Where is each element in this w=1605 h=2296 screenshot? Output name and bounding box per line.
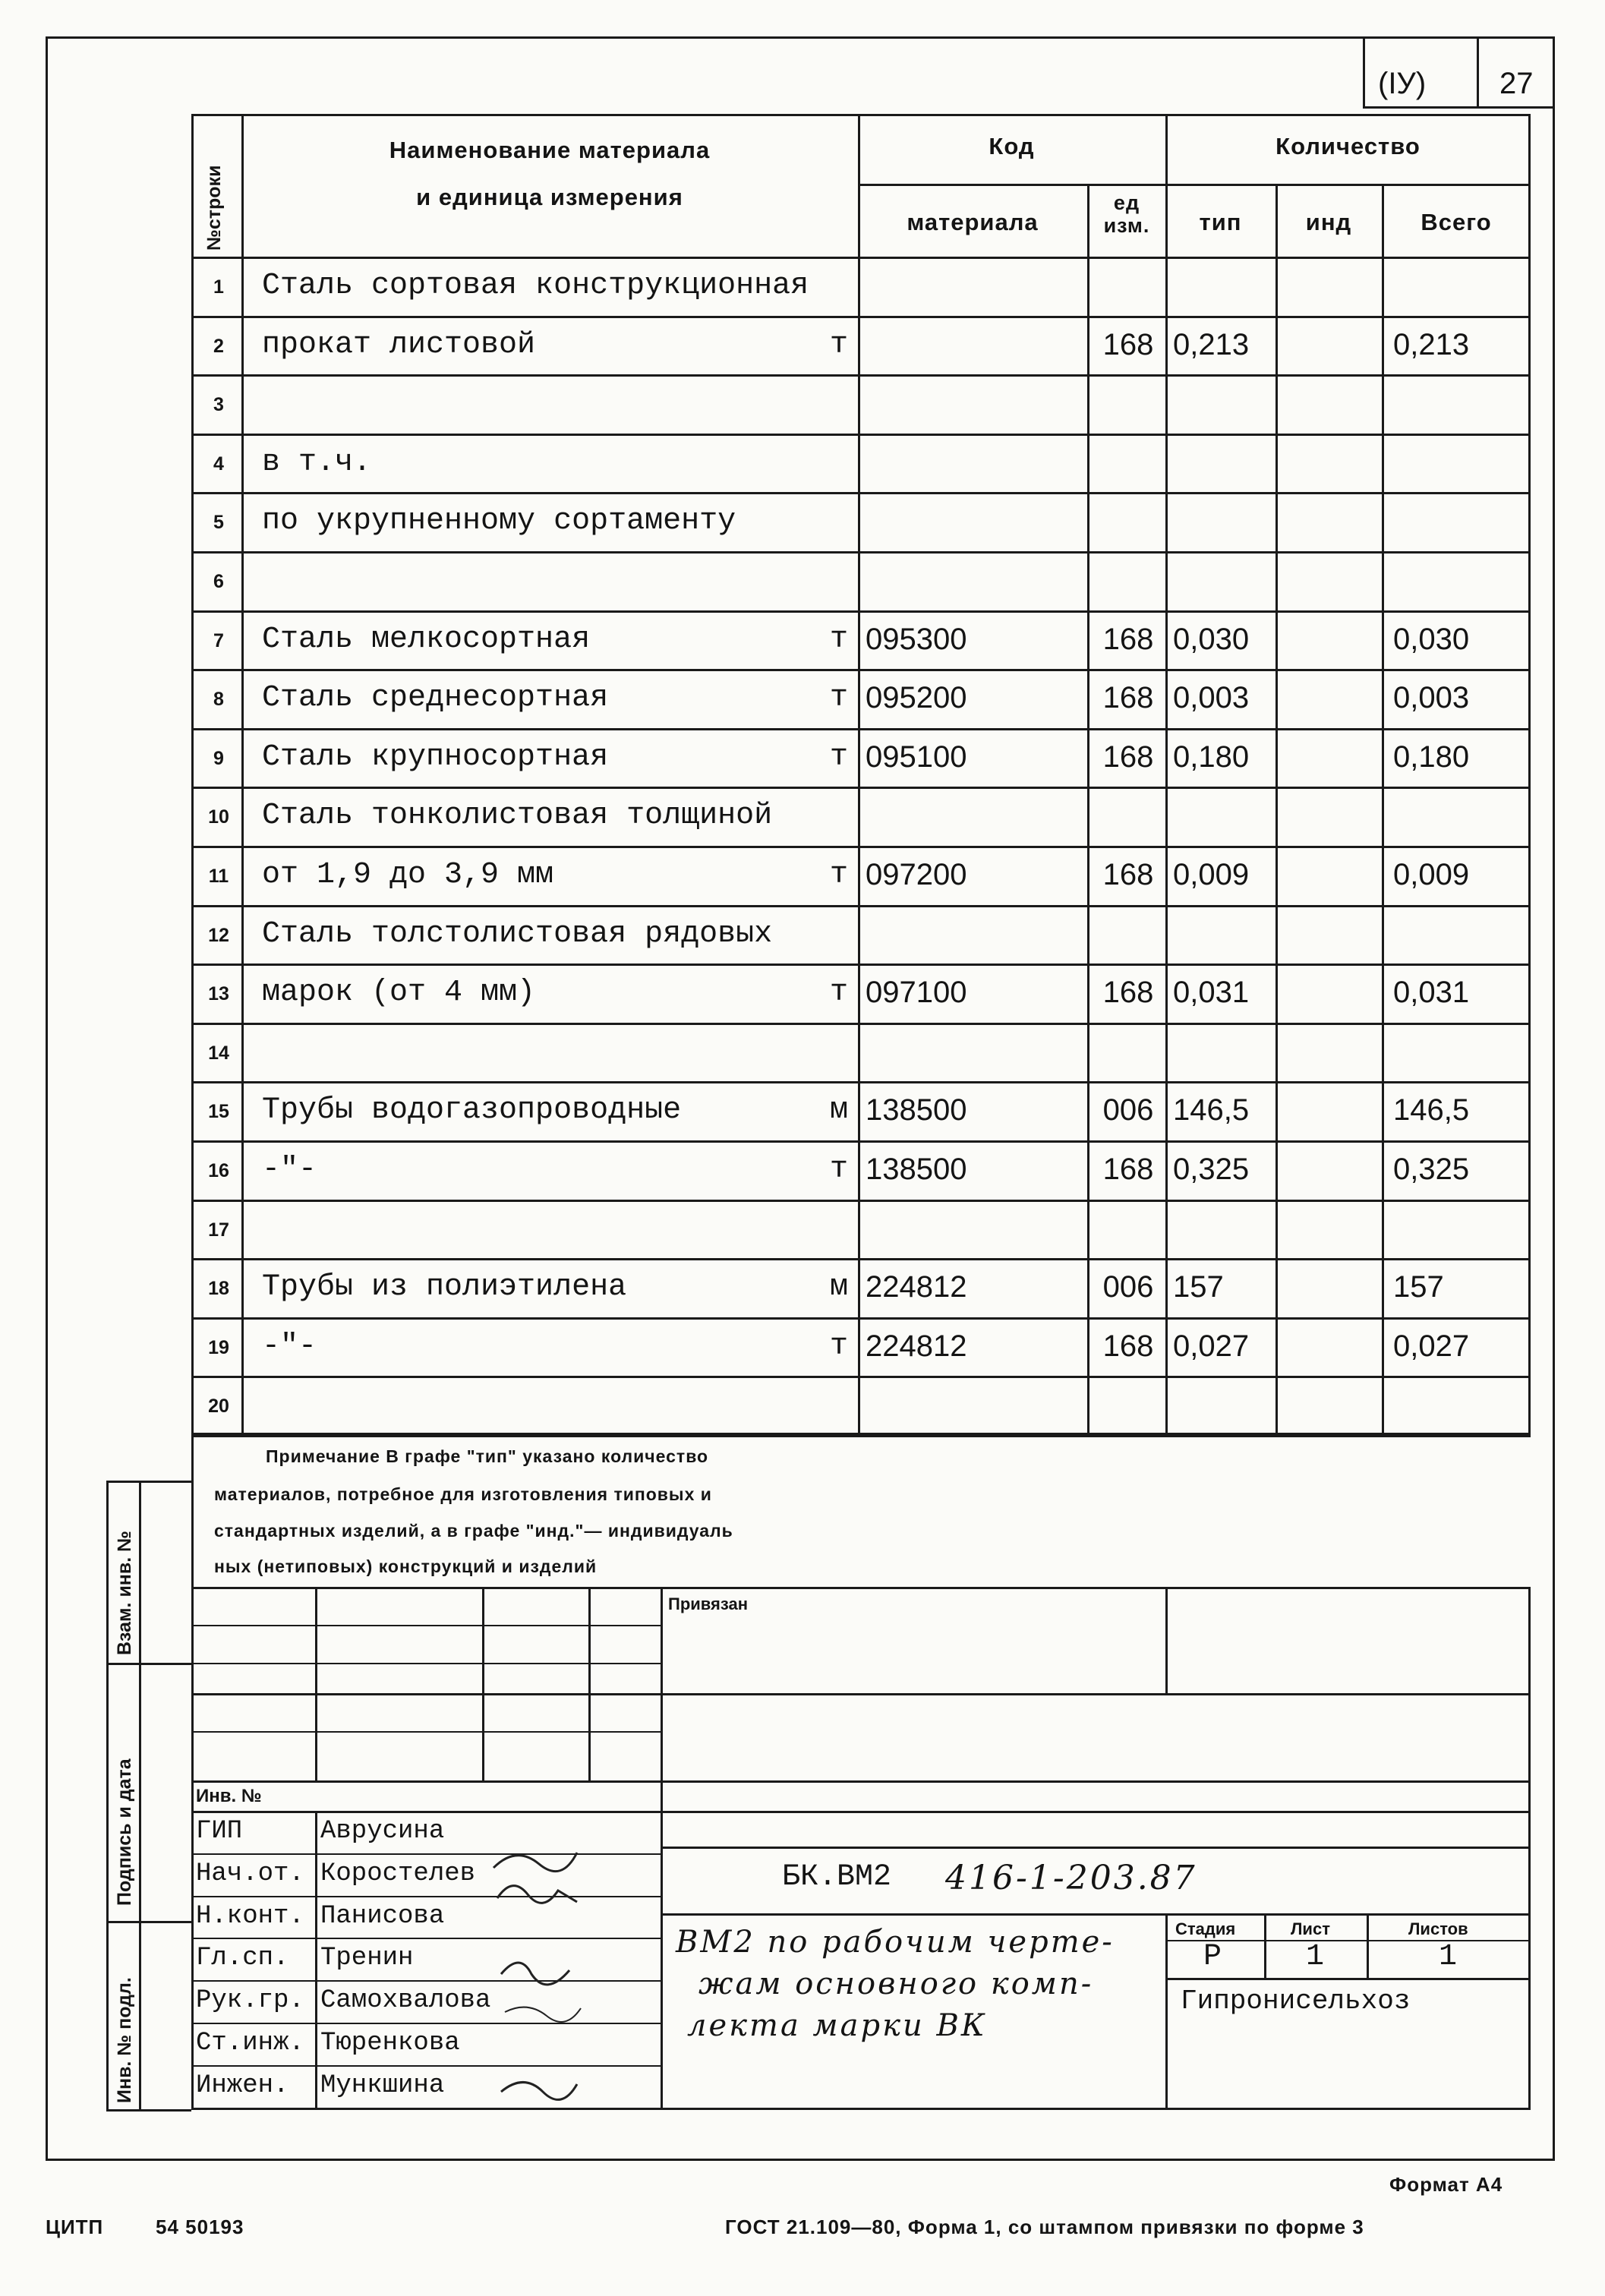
- signer-role: Ст.инж.: [196, 2029, 304, 2058]
- col-line-ind: [1382, 184, 1384, 1435]
- material-code: 138500: [866, 1153, 967, 1186]
- signer-name: Аврусина: [320, 1817, 445, 1846]
- stamp-bottom: [191, 2108, 1531, 2110]
- material-name: Трубы из полиэтилена: [262, 1270, 627, 1304]
- doc-code: БК.ВМ2: [782, 1860, 892, 1894]
- format-label: Формат А4: [1389, 2173, 1503, 2196]
- row-number: 19: [208, 1337, 229, 1358]
- header-individual: инд: [1305, 209, 1352, 235]
- stamp-inv-divider: [315, 1811, 317, 2108]
- header-type: тип: [1199, 209, 1242, 235]
- material-code: 224812: [866, 1270, 967, 1304]
- quantity-type: 0,213: [1173, 328, 1250, 361]
- unit-label: т: [829, 858, 848, 892]
- row-number: 6: [213, 571, 224, 592]
- row-divider: [191, 1317, 1531, 1320]
- row-number: 13: [208, 983, 229, 1004]
- note-line4: ных (нетиповых) конструкций и изделий: [214, 1556, 598, 1576]
- unit-label: м: [829, 1093, 848, 1128]
- unit-label: т: [829, 976, 848, 1010]
- quantity-total: 0,030: [1393, 623, 1470, 656]
- row-number: 14: [208, 1042, 229, 1064]
- stamp-row-5: [191, 1780, 1531, 1783]
- quantity-total: 146,5: [1393, 1093, 1470, 1127]
- quantity-type: 0,031: [1173, 976, 1250, 1009]
- unit-code: 168: [1102, 623, 1154, 656]
- row-divider: [191, 846, 1531, 848]
- row-divider: [191, 669, 1531, 671]
- quantity-total: 157: [1393, 1270, 1444, 1304]
- row-divider: [191, 1258, 1531, 1260]
- sheet-value: 1: [1306, 1940, 1325, 1974]
- privyazan-divider: [1165, 1587, 1168, 1693]
- side-strip-div1: [106, 1663, 191, 1665]
- row-divider: [191, 1140, 1531, 1143]
- unit-label: т: [829, 623, 848, 657]
- stamp-col-c: [588, 1587, 591, 1780]
- quantity-total: 0,213: [1393, 328, 1470, 361]
- row-divider: [191, 1081, 1531, 1083]
- row-number: 4: [213, 453, 224, 475]
- unit-label: м: [829, 1270, 848, 1304]
- material-name: Трубы водогазопроводные: [262, 1093, 682, 1128]
- row-divider: [191, 316, 1531, 318]
- material-code: 095300: [866, 623, 967, 656]
- side-strip-div2: [106, 1921, 191, 1923]
- row-number: 3: [213, 394, 224, 415]
- col-line-tip: [1275, 184, 1278, 1435]
- material-code: 097100: [866, 976, 967, 1009]
- quantity-total: 0,003: [1393, 681, 1470, 714]
- row-number: 9: [213, 748, 224, 769]
- unit-code: 006: [1102, 1270, 1154, 1304]
- row-divider: [191, 1200, 1531, 1202]
- row-number: 5: [213, 512, 224, 533]
- quantity-total: 0,027: [1393, 1329, 1470, 1363]
- quantity-total: 0,009: [1393, 858, 1470, 891]
- side-label-vzam: Взам. инв. №: [114, 1530, 135, 1655]
- stamp-row-1: [191, 1625, 661, 1626]
- row-number: 11: [208, 866, 229, 887]
- material-name: прокат листовой: [262, 328, 536, 362]
- row-number: 20: [208, 1396, 229, 1417]
- material-name: -"-: [262, 1153, 317, 1187]
- header-unit-code: ед изм.: [1103, 191, 1150, 237]
- row-divider: [191, 1376, 1531, 1378]
- side-strip-left: [106, 1481, 109, 2109]
- row-divider: [191, 374, 1531, 377]
- note-line3: стандартных изделий, а в графе "инд."— индивидуаль: [214, 1521, 733, 1541]
- footer-number: 54 50193: [156, 2216, 244, 2238]
- row-divider: [191, 905, 1531, 907]
- material-code: 138500: [866, 1093, 967, 1127]
- material-name: от 1,9 до 3,9 мм: [262, 858, 554, 892]
- row-number: 16: [208, 1160, 229, 1181]
- row-divider: [191, 1435, 1531, 1437]
- unit-code: 168: [1102, 740, 1154, 774]
- unit-code: 168: [1102, 681, 1154, 714]
- col-line-unit: [1165, 114, 1168, 1435]
- signer-role: Нач.от.: [196, 1859, 304, 1888]
- row-number: 8: [213, 689, 224, 710]
- material-name: Сталь сортовая конструкционная: [262, 269, 809, 303]
- sheets-value: 1: [1439, 1940, 1458, 1974]
- header-quantity: Количество: [1275, 133, 1421, 159]
- stamp-top: [191, 1587, 1531, 1589]
- col-line-name: [858, 114, 860, 1435]
- quantity-type: 0,030: [1173, 623, 1250, 656]
- row-number: 7: [213, 630, 224, 651]
- stamp-row-6: [191, 1811, 1531, 1813]
- page-number: 27: [1499, 67, 1534, 100]
- signer-name: Тренин: [320, 1944, 414, 1973]
- signer-role: Инжен.: [196, 2071, 289, 2100]
- header-code: Код: [989, 133, 1035, 159]
- stamp-col-a: [315, 1587, 317, 1780]
- header-bottom-line: [191, 257, 1531, 259]
- material-name: Сталь среднесортная: [262, 681, 609, 715]
- privyazan-label: Привязан: [668, 1594, 749, 1613]
- material-code: 095100: [866, 740, 967, 774]
- material-name: Сталь толстолистовая рядовых: [262, 917, 773, 951]
- row-number: 10: [208, 806, 229, 828]
- unit-label: т: [829, 1153, 848, 1187]
- material-code: 097200: [866, 858, 967, 891]
- stage-values-line: [1165, 1978, 1531, 1980]
- col-line-rownum: [241, 114, 244, 1435]
- unit-code: 168: [1102, 976, 1154, 1009]
- unit-code: 168: [1102, 858, 1154, 891]
- row-divider: [191, 964, 1531, 966]
- unit-code: 168: [1102, 328, 1154, 361]
- row-divider: [191, 728, 1531, 730]
- stage-label: Стадия: [1175, 1919, 1236, 1938]
- quantity-type: 0,325: [1173, 1153, 1250, 1186]
- signer-name: Панисова: [320, 1902, 445, 1931]
- signer-name: Тюренкова: [320, 2029, 460, 2058]
- note-line1: Примечание В графе "тип" указано количество: [266, 1446, 709, 1466]
- material-name: Сталь крупносортная: [262, 740, 609, 774]
- row-number: 15: [208, 1101, 229, 1122]
- row-number: 18: [208, 1278, 229, 1299]
- title-top: [661, 1847, 1531, 1849]
- header-mid-line: [858, 184, 1531, 186]
- row-divider: [191, 492, 1531, 494]
- title-divider: [661, 1913, 1531, 1916]
- signature-scribbles: [486, 1822, 592, 2111]
- row-number: 12: [208, 925, 229, 946]
- unit-label: т: [829, 1329, 848, 1364]
- doc-code-handwritten: 416-1-203.87: [945, 1859, 1197, 1897]
- material-name: в т.ч.: [262, 446, 372, 480]
- signer-name: Коростелев: [320, 1859, 476, 1888]
- header-name-line2: и единица измерения: [416, 184, 683, 210]
- unit-code: 006: [1102, 1093, 1154, 1127]
- quantity-type: 157: [1173, 1270, 1224, 1304]
- material-code: 224812: [866, 1329, 967, 1363]
- stamp-row-4: [191, 1731, 661, 1733]
- unit-label: т: [829, 740, 848, 774]
- organization: Гипронисельхоз: [1181, 1985, 1411, 2017]
- header-total: Всего: [1421, 209, 1492, 235]
- signer-name: Самохвалова: [320, 1986, 491, 2015]
- quantity-type: 0,027: [1173, 1329, 1250, 1363]
- stage-value: Р: [1203, 1940, 1222, 1974]
- note-line2: материалов, потребное для изготовления типовых и: [214, 1484, 712, 1504]
- title-line3: лекта марки ВК: [687, 2008, 987, 2043]
- side-strip-top: [106, 1481, 191, 1483]
- unit-label: т: [829, 328, 848, 362]
- footer-gost: ГОСТ 21.109—80, Форма 1, со штампом привязки по форме 3: [725, 2216, 1364, 2238]
- row-divider: [191, 434, 1531, 436]
- side-strip-right: [191, 1435, 194, 2109]
- header-material-code: материала: [907, 209, 1039, 235]
- quantity-type: 0,003: [1173, 681, 1250, 714]
- material-name: по укрупненному сортаменту: [262, 504, 736, 538]
- material-name: марок (от 4 мм): [262, 976, 536, 1010]
- stage-col-1: [1264, 1913, 1266, 1978]
- side-strip-bottom: [106, 2109, 191, 2112]
- row-number: 1: [213, 276, 224, 298]
- sheets-label: Листов: [1408, 1919, 1468, 1938]
- quantity-type: 0,009: [1173, 858, 1250, 891]
- inv-no-label: Инв. №: [196, 1786, 262, 1806]
- side-label-podpis: Подпись и дата: [114, 1758, 135, 1906]
- side-label-inv: Инв. № подл.: [114, 1977, 135, 2103]
- unit-label: т: [829, 681, 848, 715]
- stamp-row-2: [191, 1663, 661, 1664]
- quantity-total: 0,325: [1393, 1153, 1470, 1186]
- material-name: Сталь мелкосортная: [262, 623, 591, 657]
- page-number-divider: [1477, 36, 1479, 109]
- signer-name: Мункшина: [320, 2071, 445, 2100]
- sheet-label: Лист: [1291, 1919, 1330, 1938]
- row-divider: [191, 551, 1531, 554]
- stamp-row-3: [191, 1693, 1531, 1695]
- row-divider: [191, 610, 1531, 613]
- stamp-col-b: [482, 1587, 484, 1780]
- header-row-number: №строки: [203, 165, 225, 251]
- footer-left: ЦИТП: [46, 2216, 104, 2238]
- signer-role: Гл.сп.: [196, 1944, 289, 1973]
- signer-role: Рук.гр.: [196, 1986, 304, 2015]
- signer-role: Н.конт.: [196, 1902, 304, 1931]
- row-number: 17: [208, 1219, 229, 1241]
- quantity-type: 0,180: [1173, 740, 1250, 774]
- stage-block-left: [1165, 1913, 1168, 2108]
- row-divider: [191, 1023, 1531, 1025]
- quantity-total: 0,031: [1393, 976, 1470, 1009]
- row-number: 2: [213, 336, 224, 357]
- unit-code: 168: [1102, 1329, 1154, 1363]
- materials-table: [191, 114, 1531, 1435]
- material-name: Сталь тонколистовая толщиной: [262, 799, 773, 833]
- material-code: 095200: [866, 681, 967, 714]
- corner-code: (IУ): [1378, 67, 1427, 100]
- row-divider: [191, 787, 1531, 789]
- header-name-line1: Наименование материала: [389, 137, 711, 163]
- signer-role: ГИП: [196, 1817, 243, 1846]
- title-line1: ВМ2 по рабочим черте-: [676, 1925, 1115, 1960]
- material-name: -"-: [262, 1329, 317, 1364]
- col-line-code: [1087, 184, 1089, 1435]
- stage-col-2: [1367, 1913, 1369, 1978]
- title-line2: жам основного комп-: [698, 1966, 1094, 2001]
- side-strip-mid: [139, 1481, 141, 2109]
- unit-code: 168: [1102, 1153, 1154, 1186]
- quantity-type: 146,5: [1173, 1093, 1250, 1127]
- quantity-total: 0,180: [1393, 740, 1470, 774]
